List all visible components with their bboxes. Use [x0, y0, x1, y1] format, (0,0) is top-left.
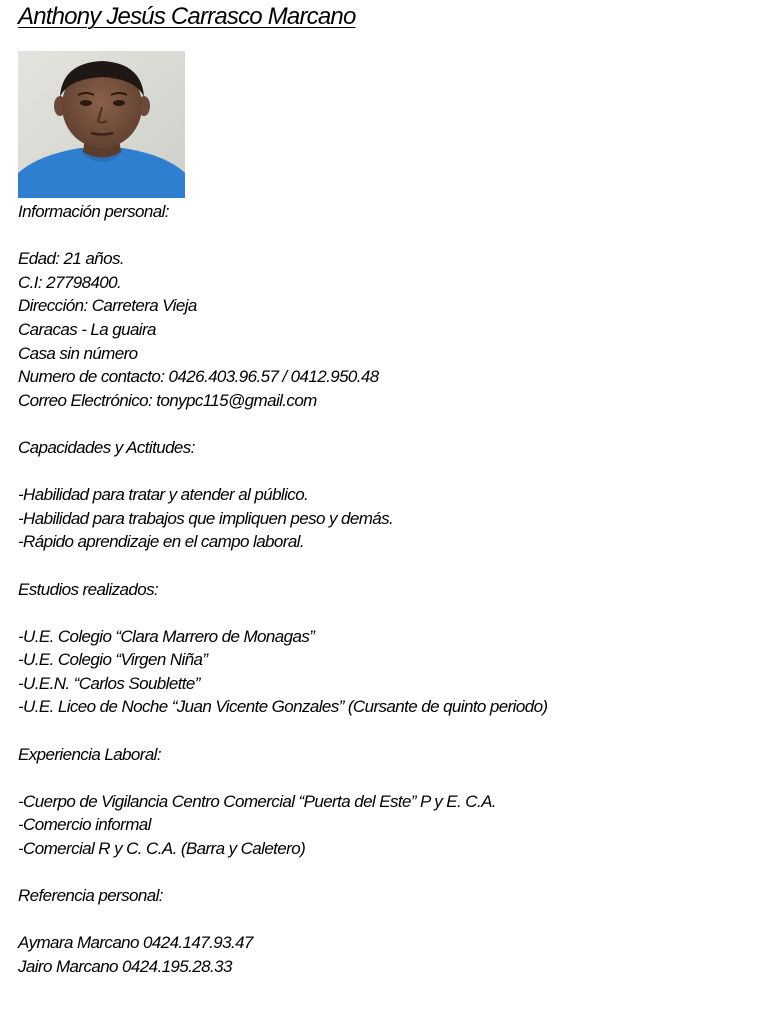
- resume-title: Anthony Jesús Carrasco Marcano: [18, 3, 356, 30]
- skill-item: -Habilidad para trabajos que impliquen peso y demás.: [18, 508, 394, 528]
- personal-heading: Información personal:: [18, 202, 169, 221]
- skill-item: -Rápido aprendizaje en el campo laboral.: [18, 532, 304, 552]
- education-item: -U.E. Colegio “Clara Marrero de Monagas”: [18, 626, 315, 646]
- education-item: -U.E. Colegio “Virgen Niña”: [18, 650, 208, 670]
- personal-city: Caracas - La guaira: [18, 319, 156, 339]
- references-heading: Referencia personal:: [18, 886, 163, 906]
- spacer: [18, 719, 758, 743]
- education-heading: Estudios realizados:: [18, 579, 159, 599]
- personal-age: Edad: 21 años.: [18, 249, 124, 269]
- spacer: [18, 554, 758, 578]
- skills-heading: Capacidades y Actitudes:: [18, 437, 195, 457]
- reference-item: Aymara Marcano 0424.147.93.47: [18, 933, 253, 953]
- experience-item: -Comercio informal: [18, 815, 151, 835]
- spacer: [18, 224, 758, 248]
- spacer: [18, 766, 758, 790]
- education-item: -U.E. Liceo de Noche “Juan Vicente Gonzales” (Cursante de quinto periodo): [18, 697, 548, 717]
- skill-item: -Habilidad para tratar y atender al público.: [18, 485, 309, 505]
- spacer: [18, 908, 758, 932]
- spacer: [18, 861, 758, 885]
- personal-phone: Numero de contacto: 0426.403.96.57 / 0412.950.48: [18, 367, 379, 387]
- resume-body: [18, 200, 758, 979]
- spacer: [18, 460, 758, 484]
- experience-item: -Cuerpo de Vigilancia Centro Comercial “Puerta del Este” P y E. C.A.: [18, 791, 496, 811]
- spacer: [18, 412, 758, 436]
- experience-item: -Comercial R y C. C.A. (Barra y Caletero): [18, 839, 306, 859]
- education-item: -U.E.N. “Carlos Soublette”: [18, 673, 200, 693]
- experience-heading: Experiencia Laboral:: [18, 744, 161, 764]
- personal-id: C.I: 27798400.: [18, 272, 122, 292]
- personal-email: Correo Electrónico: tonypc115@gmail.com: [18, 390, 317, 410]
- personal-address: Dirección: Carretera Vieja: [18, 296, 197, 316]
- spacer: [18, 601, 758, 625]
- personal-house: Casa sin número: [18, 343, 138, 363]
- reference-item: Jairo Marcano 0424.195.28.33: [18, 957, 232, 976]
- portrait-photo: [18, 51, 185, 198]
